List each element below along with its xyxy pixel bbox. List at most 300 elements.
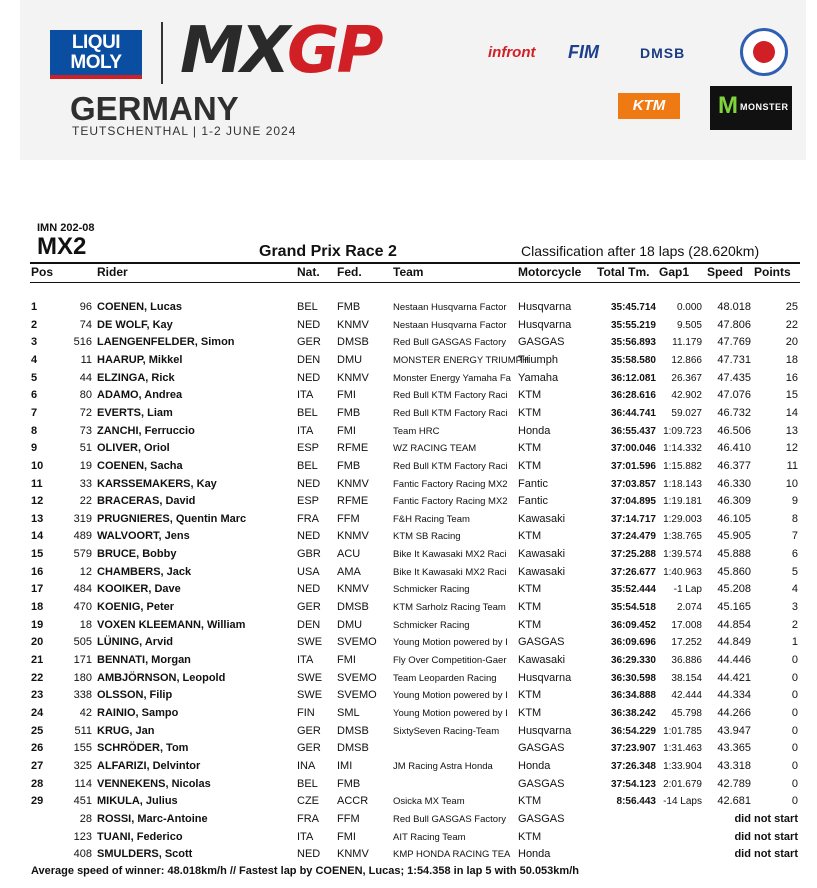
cell-total-time: 35:52.444 <box>610 584 656 596</box>
cell-motorcycle: Kawasaki <box>518 512 566 525</box>
cell-nationality: NED <box>297 318 321 331</box>
cell-rider-name: CHAMBERS, Jack <box>97 565 192 578</box>
cell-rider-name: ROSSI, Marc-Antoine <box>97 812 208 825</box>
cell-total-time: 37:03.857 <box>610 478 656 490</box>
cell-position: 13 <box>31 512 44 525</box>
event-banner <box>20 0 806 160</box>
cell-federation: KNMV <box>337 583 369 596</box>
cell-rider-name: TUANI, Federico <box>97 830 183 843</box>
cell-team: Monster Energy Yamaha Fa <box>393 372 511 384</box>
cell-rider-number: 123 <box>73 830 92 843</box>
document-code: IMN 202-08 <box>37 222 95 234</box>
cell-motorcycle: KTM <box>518 830 542 843</box>
cell-rider-number: 44 <box>79 371 92 384</box>
cell-team: Fantic Factory Racing MX2 <box>393 478 508 490</box>
cell-team: Nestaan Husqvarna Factor <box>393 302 507 313</box>
cell-nationality: NED <box>297 477 321 490</box>
dmsb-logo: DMSB <box>640 45 686 61</box>
cell-gap: 1:38.765 <box>663 531 702 543</box>
cell-motorcycle: Husqvarna <box>518 318 572 331</box>
cell-motorcycle: GASGAS <box>518 742 565 755</box>
table-row <box>0 813 817 830</box>
cell-nationality: NED <box>297 848 321 861</box>
table-row <box>0 372 817 389</box>
cell-rider-number: 325 <box>73 759 92 772</box>
header-rule-top <box>30 262 800 264</box>
cell-total-time: 36:29.330 <box>610 655 656 666</box>
cell-gap: 17.252 <box>671 637 702 649</box>
cell-rider-name: OLSSON, Filip <box>97 689 173 702</box>
cell-rider-name: MIKULA, Julius <box>97 795 178 808</box>
cell-team: Young Motion powered by I <box>393 707 508 719</box>
cell-position: 26 <box>31 742 44 755</box>
cell-points: 0 <box>791 724 798 737</box>
table-row <box>0 636 817 653</box>
race-summary-footer: Average speed of winner: 48.018km/h // Fastest lap by COENEN, Lucas; 1:54.358 in lap 5 with 50.053km/h <box>31 865 579 877</box>
cell-gap: 2:01.679 <box>663 778 702 790</box>
cell-points: 7 <box>791 530 798 543</box>
cell-points: 14 <box>785 406 798 419</box>
cell-nationality: ITA <box>297 830 314 843</box>
cell-points: 5 <box>791 565 798 578</box>
cell-team: Red Bull KTM Factory Raci <box>393 460 508 472</box>
cell-federation: SML <box>337 706 360 719</box>
cell-speed: 44.421 <box>717 671 751 684</box>
cell-rider-number: 511 <box>74 724 92 737</box>
cell-team: Team Leoparden Racing <box>393 672 497 684</box>
cell-nationality: CZE <box>297 795 319 808</box>
cell-federation: RFME <box>337 442 369 455</box>
cell-total-time: 36:55.437 <box>610 425 656 437</box>
cell-gap: 42.902 <box>671 390 702 402</box>
cell-position: 14 <box>31 530 44 543</box>
cell-rider-name: BRACERAS, David <box>97 495 196 508</box>
cell-federation: FFM <box>337 512 360 525</box>
table-row <box>0 672 817 689</box>
cell-gap: 45.798 <box>671 707 702 719</box>
cell-position: 21 <box>31 654 44 666</box>
cell-rider-name: WALVOORT, Jens <box>97 530 190 543</box>
cell-gap: 9.505 <box>676 319 702 331</box>
cell-federation: FMB <box>337 301 361 313</box>
cell-position: 4 <box>31 353 38 366</box>
cell-total-time: 36:38.242 <box>610 707 656 719</box>
cell-points: 15 <box>785 389 798 402</box>
table-row <box>0 407 817 424</box>
cell-points: 25 <box>785 301 798 313</box>
cell-federation: KNMV <box>337 530 369 543</box>
cell-position: 10 <box>31 459 44 472</box>
cell-rider-name: DE WOLF, Kay <box>97 318 173 331</box>
cell-team: Young Motion powered by I <box>393 690 508 702</box>
cell-gap: 1:15.882 <box>663 460 702 472</box>
cell-motorcycle: Honda <box>518 424 551 437</box>
cell-motorcycle: KTM <box>518 618 542 631</box>
cell-nationality: ITA <box>297 654 314 666</box>
cell-total-time: 35:45.714 <box>610 302 656 313</box>
cell-points: 9 <box>791 495 798 508</box>
cell-rider-name: KARSSEMAKERS, Kay <box>97 477 217 490</box>
cell-rider-number: 11 <box>80 353 92 366</box>
cell-total-time: 35:55.219 <box>610 319 656 331</box>
cell-team: Schmicker Racing <box>393 619 470 631</box>
cell-nationality: DEN <box>297 618 321 631</box>
cell-gap: 17.008 <box>671 619 702 631</box>
cell-total-time: 37:24.479 <box>610 531 656 543</box>
cell-total-time: 37:01.596 <box>610 460 656 472</box>
cell-position: 3 <box>31 336 38 349</box>
table-row <box>0 425 817 442</box>
cell-gap: 12.866 <box>671 354 702 366</box>
table-row <box>0 707 817 724</box>
cell-federation: RFME <box>337 495 369 508</box>
cell-nationality: GER <box>297 601 321 614</box>
table-row <box>0 619 817 636</box>
cell-speed: 47.731 <box>717 353 751 366</box>
cell-gap: 59.027 <box>671 407 702 419</box>
mxgp-mx: MX <box>180 14 288 88</box>
cell-position: 23 <box>31 689 44 702</box>
cell-rider-name: SCHRÖDER, Tom <box>97 742 189 755</box>
cell-federation: KNMV <box>337 318 369 331</box>
cell-total-time: 36:44.741 <box>610 407 656 419</box>
cell-points: 18 <box>785 353 798 366</box>
cell-position: 11 <box>31 477 43 490</box>
cell-gap: 38.154 <box>671 672 702 684</box>
table-row <box>0 848 817 865</box>
cell-rider-name: KOENIG, Peter <box>97 601 175 614</box>
cell-federation: DMSB <box>337 601 369 614</box>
cell-federation: FMI <box>337 654 356 666</box>
cell-rider-name: ELZINGA, Rick <box>97 371 175 384</box>
cell-team: Osicka MX Team <box>393 796 465 808</box>
cell-gap: -1 Lap <box>673 584 702 596</box>
class-title: MX2 <box>37 233 87 260</box>
cell-motorcycle: KTM <box>518 389 542 402</box>
cell-speed: 43.365 <box>717 742 751 755</box>
event-country: GERMANY <box>70 90 239 127</box>
cell-team: Red Bull GASGAS Factory <box>393 337 506 349</box>
table-row <box>0 654 817 671</box>
cell-federation: AMA <box>337 565 361 578</box>
cell-speed: 47.769 <box>717 336 751 349</box>
cell-speed: 48.018 <box>717 301 751 313</box>
cell-speed: 47.806 <box>717 318 751 331</box>
cell-nationality: USA <box>297 565 320 578</box>
cell-position: 18 <box>31 601 44 614</box>
cell-points: 10 <box>785 477 798 490</box>
cell-rider-number: 114 <box>74 777 92 790</box>
cell-speed: 45.208 <box>717 583 751 596</box>
cell-team: Fly Over Competition-Gaer <box>393 655 507 666</box>
cell-rider-number: 484 <box>73 583 92 596</box>
table-row <box>0 513 817 530</box>
cell-federation: SVEMO <box>337 689 377 702</box>
cell-rider-number: 80 <box>79 389 92 402</box>
cell-gap: 1:19.181 <box>663 496 702 508</box>
cell-rider-number: 470 <box>73 601 92 614</box>
cell-points: 6 <box>791 548 798 561</box>
cell-points: 4 <box>791 583 798 596</box>
cell-motorcycle: KTM <box>518 442 542 455</box>
table-row <box>0 742 817 759</box>
cell-speed: 46.105 <box>717 512 751 525</box>
cell-nationality: SWE <box>297 636 323 649</box>
col-header-motorcycle: Motorcycle <box>518 265 582 279</box>
cell-position: 9 <box>31 442 38 455</box>
cell-speed: 44.446 <box>717 654 751 666</box>
cell-motorcycle: KTM <box>518 459 542 472</box>
cell-total-time: 37:14.717 <box>610 513 656 525</box>
cell-gap: 36.886 <box>671 655 702 666</box>
cell-rider-number: 19 <box>79 459 92 472</box>
cell-points: 1 <box>791 636 798 649</box>
cell-gap: 1:39.574 <box>663 549 702 561</box>
cell-nationality: GER <box>297 336 321 349</box>
cell-nationality: BEL <box>297 777 318 790</box>
cell-speed: 42.789 <box>717 777 751 790</box>
table-row <box>0 354 817 371</box>
cell-position: 12 <box>31 495 44 508</box>
cell-points: 0 <box>791 795 798 808</box>
monster-energy-logo <box>710 86 792 130</box>
cell-federation: IMI <box>337 759 353 772</box>
cell-speed: 44.849 <box>717 636 751 649</box>
cell-federation: FMI <box>337 830 356 843</box>
cell-speed: 44.334 <box>717 689 751 702</box>
cell-motorcycle: Kawasaki <box>518 548 566 561</box>
cell-rider-name: ADAMO, Andrea <box>97 389 183 402</box>
cell-speed: 46.506 <box>717 424 751 437</box>
cell-team: MONSTER ENERGY TRIUMPH <box>393 354 529 366</box>
cell-team: KTM SB Racing <box>393 531 461 543</box>
cell-team: AIT Racing Team <box>393 831 466 843</box>
cell-team: Young Motion powered by I <box>393 637 508 649</box>
cell-position: 27 <box>31 759 44 772</box>
cell-speed: 44.266 <box>717 706 751 719</box>
cell-gap: 1:33.904 <box>663 760 702 772</box>
cell-rider-name: LÜNING, Arvid <box>97 636 173 649</box>
cell-rider-number: 42 <box>79 706 92 719</box>
cell-status: did not start <box>734 830 798 843</box>
cell-rider-number: 180 <box>73 671 92 684</box>
cell-motorcycle: Kawasaki <box>518 654 566 666</box>
cell-gap: 1:09.723 <box>663 425 702 437</box>
cell-rider-number: 51 <box>79 442 92 455</box>
cell-motorcycle: KTM <box>518 706 542 719</box>
cell-nationality: NED <box>297 530 321 543</box>
cell-federation: FMI <box>337 389 356 402</box>
cell-position: 5 <box>31 371 38 384</box>
infront-logo: infront <box>488 44 536 61</box>
cell-position: 28 <box>31 777 44 790</box>
col-header-team: Team <box>393 265 424 279</box>
table-row <box>0 301 817 318</box>
cell-total-time: 37:26.348 <box>610 760 656 772</box>
cell-points: 0 <box>791 777 798 790</box>
cell-rider-name: VOXEN KLEEMANN, William <box>97 618 246 631</box>
table-row <box>0 319 817 336</box>
cell-team: Schmicker Racing <box>393 584 470 596</box>
cell-total-time: 37:54.123 <box>610 778 656 790</box>
cell-nationality: ESP <box>297 442 320 455</box>
monster-text: MONSTER <box>740 102 789 112</box>
cell-rider-name: PRUGNIERES, Quentin Marc <box>97 512 247 525</box>
cell-rider-name: SMULDERS, Scott <box>97 848 193 861</box>
cell-rider-number: 408 <box>73 848 92 861</box>
cell-position: 15 <box>31 548 44 561</box>
cell-speed: 44.854 <box>717 618 751 631</box>
cell-motorcycle: GASGAS <box>518 636 565 649</box>
cell-team: SixtySeven Racing-Team <box>393 725 500 737</box>
fim-logo: FIM <box>568 42 599 62</box>
table-row <box>0 760 817 777</box>
cell-rider-name: BENNATI, Morgan <box>97 654 191 666</box>
race-title: Grand Prix Race 2 <box>259 243 397 260</box>
cell-speed: 45.165 <box>717 601 751 614</box>
col-header-nat: Nat. <box>297 265 320 279</box>
cell-position: 29 <box>31 795 44 808</box>
cell-nationality: FRA <box>297 812 319 825</box>
cell-team: F&H Racing Team <box>393 513 470 525</box>
cell-nationality: ESP <box>297 495 320 508</box>
cell-total-time: 37:04.895 <box>610 496 656 508</box>
cell-speed: 45.888 <box>717 548 751 561</box>
cell-points: 0 <box>791 654 798 666</box>
cell-motorcycle: KTM <box>518 530 542 543</box>
cell-federation: FMB <box>337 777 361 790</box>
col-header-fed: Fed. <box>337 265 362 279</box>
cell-team: KMP HONDA RACING TEA <box>393 849 511 861</box>
cell-total-time: 36:54.229 <box>610 725 656 737</box>
cell-federation: FMB <box>337 406 361 419</box>
cell-rider-number: 319 <box>73 512 92 525</box>
monster-claw-icon: M <box>718 92 738 119</box>
cell-speed: 45.905 <box>717 530 751 543</box>
cell-total-time: 37:00.046 <box>610 443 656 455</box>
moly-text: MOLY <box>70 52 122 73</box>
cell-total-time: 8:56.443 <box>616 796 656 808</box>
table-row <box>0 389 817 406</box>
cell-rider-number: 505 <box>73 636 92 649</box>
cell-rider-number: 33 <box>79 477 92 490</box>
cell-gap: 0.000 <box>676 302 702 313</box>
cell-motorcycle: KTM <box>518 601 542 614</box>
cell-speed: 47.435 <box>717 371 751 384</box>
cell-position: 17 <box>31 583 44 596</box>
cell-nationality: GER <box>297 742 321 755</box>
cell-rider-number: 451 <box>73 795 92 808</box>
table-row <box>0 831 817 848</box>
table-row <box>0 442 817 459</box>
mxgp-gp: GP <box>287 14 381 88</box>
cell-nationality: SWE <box>297 689 323 702</box>
cell-nationality: BEL <box>297 301 318 313</box>
table-row <box>0 336 817 353</box>
cell-position: 6 <box>31 389 38 402</box>
cell-rider-number: 28 <box>79 812 92 825</box>
cell-rider-name: VENNEKENS, Nicolas <box>97 777 211 790</box>
cell-nationality: ITA <box>297 389 314 402</box>
cell-rider-number: 579 <box>73 548 92 561</box>
cell-total-time: 35:54.518 <box>610 602 656 614</box>
cell-nationality: GBR <box>297 548 321 561</box>
cell-nationality: FRA <box>297 512 319 525</box>
cell-total-time: 36:34.888 <box>610 690 656 702</box>
table-row <box>0 601 817 618</box>
cell-speed: 46.410 <box>717 442 751 455</box>
cell-rider-number: 489 <box>73 530 92 543</box>
cell-motorcycle: Triumph <box>518 353 558 366</box>
cell-position: 7 <box>31 406 38 419</box>
cell-motorcycle: Honda <box>518 759 551 772</box>
cell-position: 2 <box>31 318 38 331</box>
cell-rider-name: COENEN, Sacha <box>97 459 183 472</box>
cell-rider-number: 74 <box>79 318 92 331</box>
table-row <box>0 795 817 812</box>
cell-rider-name: COENEN, Lucas <box>97 301 182 313</box>
cell-rider-name: RAINIO, Sampo <box>97 706 179 719</box>
cell-federation: KNMV <box>337 848 369 861</box>
cell-motorcycle: KTM <box>518 795 542 808</box>
ktm-logo: KTM <box>618 93 680 119</box>
cell-position: 20 <box>31 636 44 649</box>
cell-gap: 1:14.332 <box>663 443 702 455</box>
cell-position: 22 <box>31 671 44 684</box>
cell-points: 0 <box>791 689 798 702</box>
cell-gap: 1:31.463 <box>663 743 702 755</box>
cell-total-time: 36:28.616 <box>610 390 656 402</box>
cell-rider-name: EVERTS, Liam <box>97 406 173 419</box>
col-header-points: Points <box>754 265 791 279</box>
cell-position: 24 <box>31 706 44 719</box>
cell-motorcycle: Fantic <box>518 495 548 508</box>
cell-nationality: BEL <box>297 406 318 419</box>
cell-gap: 1:40.963 <box>663 566 702 578</box>
cell-points: 0 <box>791 742 798 755</box>
cell-rider-name: KOOIKER, Dave <box>97 583 181 596</box>
classification-subtitle: Classification after 18 laps (28.620km) <box>521 243 760 259</box>
table-row <box>0 548 817 565</box>
cell-federation: KNMV <box>337 371 369 384</box>
cell-motorcycle: Husqvarna <box>518 671 572 684</box>
cell-rider-name: ALFARIZI, Delvintor <box>97 759 201 772</box>
cell-total-time: 37:26.677 <box>610 566 656 578</box>
cell-federation: FFM <box>337 812 360 825</box>
cell-federation: ACCR <box>337 795 369 808</box>
cell-team: Fantic Factory Racing MX2 <box>393 496 508 508</box>
cell-federation: DMSB <box>337 336 369 349</box>
cell-nationality: SWE <box>297 671 323 684</box>
cell-rider-number: 73 <box>79 424 92 437</box>
cell-speed: 46.330 <box>717 477 751 490</box>
liqui-text: LIQUI <box>71 32 121 53</box>
cell-points: 13 <box>785 424 798 437</box>
cell-motorcycle: GASGAS <box>518 336 565 349</box>
cell-federation: DMSB <box>337 742 369 755</box>
cell-points: 12 <box>785 442 798 455</box>
cell-team: Red Bull KTM Factory Raci <box>393 390 508 402</box>
table-row <box>0 725 817 742</box>
cell-points: 16 <box>785 371 798 384</box>
cell-rider-name: OLIVER, Oriol <box>97 442 170 455</box>
cell-federation: DMU <box>337 353 363 366</box>
cell-team: Bike It Kawasaki MX2 Raci <box>393 549 507 561</box>
cell-team: WZ RACING TEAM <box>393 443 477 455</box>
cell-motorcycle: Yamaha <box>518 371 559 384</box>
liqui-moly-logo <box>50 30 142 75</box>
cell-team: KTM Sarholz Racing Team <box>393 602 506 614</box>
